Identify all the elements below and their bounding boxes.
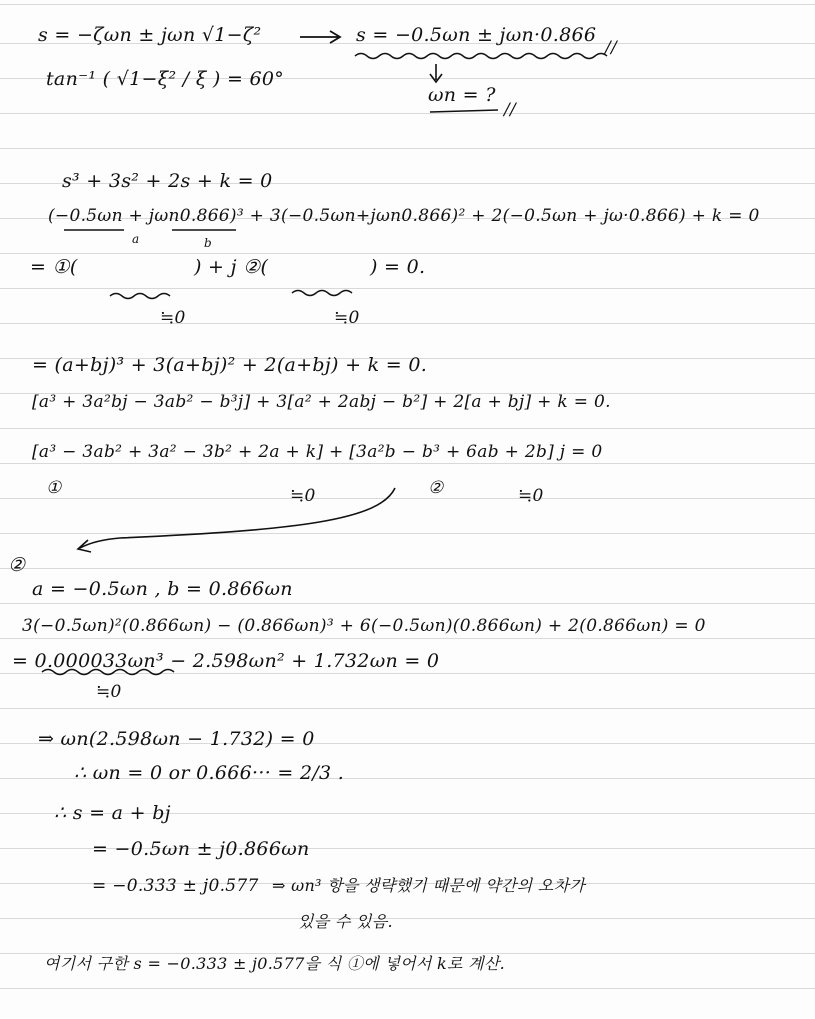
wavy-underline — [292, 291, 352, 296]
approx-zero: ≒0 — [160, 308, 186, 328]
label-b: b — [204, 236, 212, 250]
approx-zero: ≒0 — [96, 682, 122, 702]
arrow-down-icon — [430, 64, 442, 82]
wavy-underline — [355, 54, 607, 59]
eq-polynomial: = 0.000033ωn³ − 2.598ωn² + 1.732ωn = 0 — [12, 650, 440, 672]
eq-factor: ⇒ ωn(2.598ωn − 1.732) = 0 — [38, 728, 315, 750]
eq-imag-part: 3(−0.5ωn)²(0.866ωn) − (0.866ωn)³ + 6(−0.5ωn)(0.866ωn) + 2(0.866ωn) = 0 — [22, 616, 706, 636]
label-a: a — [132, 232, 140, 246]
eq-s-numeric: = −0.5ωn ± j0.866ωn — [92, 838, 310, 860]
eq-real-imag: [a³ − 3ab² + 3a² − 3b² + 2a + k] + [3a²b − b³ + 6ab + 2b] j = 0 — [32, 442, 603, 462]
mark: // — [605, 38, 618, 58]
approx-zero: ≒0 — [334, 308, 360, 328]
eq-s-value: = −0.333 ± j0.577 — [92, 876, 259, 896]
marker-1: ① — [46, 478, 62, 498]
underline — [430, 110, 498, 112]
eq-characteristic: s³ + 3s² + 2s + k = 0 — [62, 170, 273, 192]
eq-ab-form: = (a+bj)³ + 3(a+bj)² + 2(a+bj) + k = 0. — [32, 354, 428, 376]
arrow-right-icon — [300, 31, 340, 43]
eq-grouped-start: = ①( — [30, 256, 78, 278]
curved-arrow-icon — [80, 488, 395, 548]
wavy-underline — [110, 294, 170, 299]
eq-wn-result: ∴ ωn = 0 or 0.666··· = 2/3 . — [74, 762, 345, 784]
note-next-step: 여기서 구한 s = −0.333 ± j0.577을 식 ①에 넣어서 k로 계산. — [44, 954, 506, 973]
eq-root-numeric: s = −0.5ωn ± jωn·0.866 — [356, 24, 597, 46]
mark: // — [504, 100, 517, 120]
marker-2-section: ② — [8, 554, 26, 576]
eq-wn-question: ωn = ? — [428, 84, 496, 106]
approx-zero: ≒0 — [290, 486, 316, 506]
eq-substitution: (−0.5ωn + jωn0.866)³ + 3(−0.5ωn+jωn0.866)² + 2(−0.5ωn + jω·0.866) + k = 0 — [48, 206, 760, 226]
note-error-cont: 있을 수 있음. — [298, 912, 393, 931]
eq-s-form: ∴ s = a + bj — [54, 802, 171, 824]
eq-grouped-mid: ) + j ②( — [194, 256, 269, 278]
eq-angle: tan⁻¹ ( √1−ξ² / ξ ) = 60° — [46, 68, 285, 90]
eq-root-general: s = −ζωn ± jωn √1−ζ² — [38, 24, 262, 46]
eq-ab-values: a = −0.5ωn , b = 0.866ωn — [32, 578, 293, 600]
eq-expanded: [a³ + 3a²bj − 3ab² − b³j] + 3[a² + 2abj − b²] + 2[a + bj] + k = 0. — [32, 392, 611, 412]
marker-2: ② — [428, 478, 444, 498]
eq-grouped-end: ) = 0. — [370, 256, 426, 278]
approx-zero: ≒0 — [518, 486, 544, 506]
note-error: ⇒ ωn³ 항을 생략했기 때문에 약간의 오차가 — [272, 876, 586, 895]
